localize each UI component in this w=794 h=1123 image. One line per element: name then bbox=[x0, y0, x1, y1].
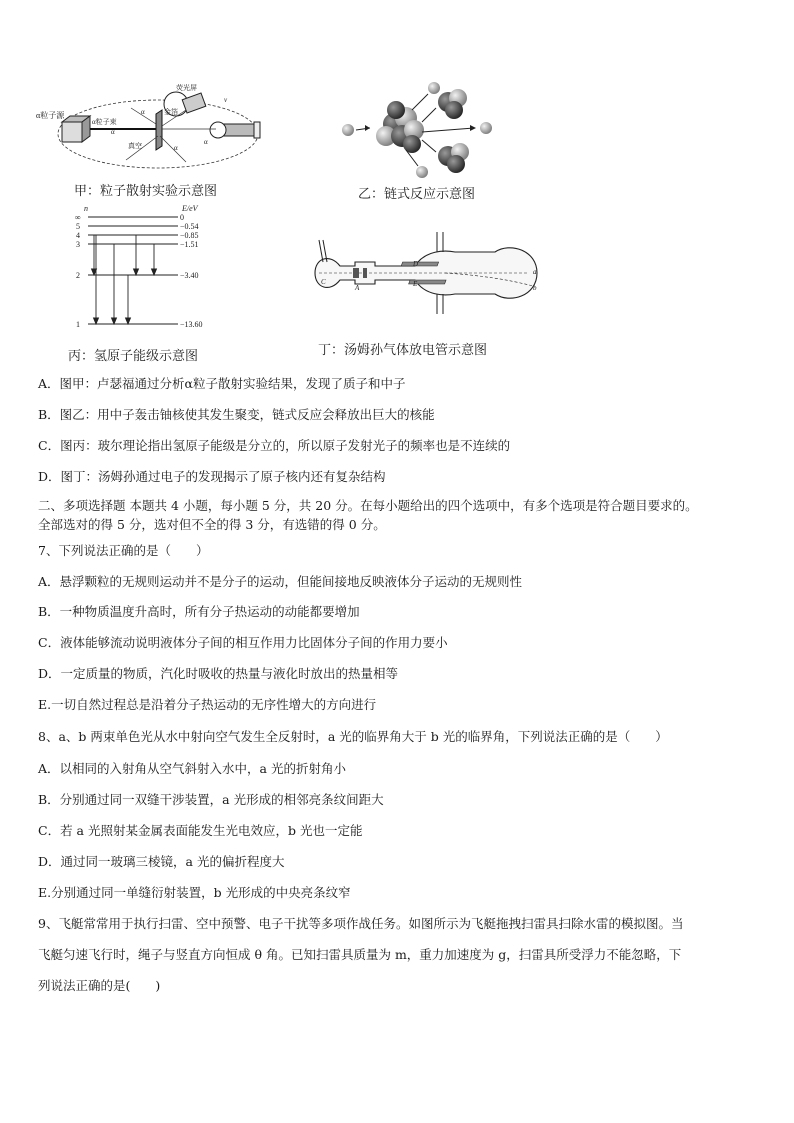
svg-text:2: 2 bbox=[76, 271, 80, 280]
neutron-in bbox=[342, 124, 354, 136]
microscope-right bbox=[210, 122, 260, 138]
svg-text:∞: ∞ bbox=[75, 213, 81, 222]
alpha-source-label: α粒子源 bbox=[36, 111, 65, 120]
label-b-lower: b bbox=[533, 284, 537, 292]
q8-option-b: B．分别通过同一双缝干涉装置，a 光形成的相邻亮条纹间距大 bbox=[38, 792, 384, 807]
svg-text:−13.60: −13.60 bbox=[180, 320, 203, 329]
svg-text:5: 5 bbox=[76, 222, 80, 231]
q8-option-d: D．通过同一玻璃三棱镜，a 光的偏折程度大 bbox=[38, 854, 285, 869]
section-2-heading-cont: 全部选对的得 5 分，选对但不全的得 3 分，有选错的得 0 分。 bbox=[38, 517, 386, 532]
uranium-nucleus bbox=[376, 101, 424, 153]
beam-label: α粒子束 bbox=[92, 118, 117, 126]
discharge-tube-figure bbox=[305, 228, 545, 318]
level-inf bbox=[75, 213, 184, 222]
q9-stem-line-1: 9、飞艇常常用于执行扫雷、空中预警、电子干扰等多项作战任务。如图所示为飞艇拖拽扫雷具扫除水雷的模拟图。当 bbox=[38, 916, 684, 931]
fragment-bottom bbox=[438, 143, 469, 173]
label-a: A bbox=[355, 284, 360, 292]
figure-ding-caption: 丁：汤姆孙气体放电管示意图 bbox=[318, 343, 488, 358]
label-a-lower: a bbox=[533, 268, 537, 276]
q7-option-c: C．液体能够流动说明液体分子间的相互作用力比固体分子间的作用力要小 bbox=[38, 635, 448, 650]
plate-d bbox=[401, 262, 438, 266]
svg-text:0: 0 bbox=[180, 213, 184, 222]
q7-stem: 7、下列说法正确的是（ ） bbox=[38, 543, 209, 558]
n-header: n bbox=[84, 204, 88, 213]
q6-option-c: C．图丙：玻尔理论指出氢原子能级是分立的，所以原子发射光子的频率也是不连续的 bbox=[38, 438, 511, 453]
svg-text:−1.51: −1.51 bbox=[180, 240, 199, 249]
vacuum-label: 真空 bbox=[128, 142, 142, 150]
svg-text:1: 1 bbox=[76, 320, 80, 329]
screen-label: 荧光屏 bbox=[176, 84, 197, 92]
q6-option-b: B．图乙：用中子轰击铀核使其发生聚变，链式反应会释放出巨大的核能 bbox=[38, 407, 435, 422]
section-2-heading: 二、多项选择题 本题共 4 小题，每小题 5 分，共 20 分。在每小题给出的四个选项中，有多个选项是符合题目要求的。 bbox=[38, 498, 698, 513]
label-c: C bbox=[321, 278, 326, 286]
svg-text:−0.85: −0.85 bbox=[180, 231, 199, 240]
alpha-source-box bbox=[62, 116, 90, 142]
q6-option-d: D．图丁：汤姆孙通过电子的发现揭示了原子核内还有复杂结构 bbox=[38, 469, 386, 484]
neutron-out-3 bbox=[416, 166, 428, 178]
figure-yi-caption: 乙：链式反应示意图 bbox=[358, 187, 476, 202]
q7-option-a: A．悬浮颗粒的无规则运动并不是分子的运动，但能间接地反映液体分子运动的无规则性 bbox=[38, 574, 523, 589]
q9-stem-line-3: 列说法正确的是( ) bbox=[38, 978, 161, 993]
q8-option-c: C．若 a 光照射某金属表面能发生光电效应，b 光也一定能 bbox=[38, 823, 363, 838]
gold-foil bbox=[156, 110, 162, 150]
svg-text:−3.40: −3.40 bbox=[180, 271, 199, 280]
q8-option-e: E.分别通过同一单缝衍射装置，b 光形成的中央亮条纹窄 bbox=[38, 885, 351, 900]
fragment-top bbox=[438, 89, 467, 119]
foil-label: 金箔 bbox=[164, 108, 178, 116]
energy-level-figure bbox=[70, 200, 220, 336]
label-d: D bbox=[413, 260, 419, 268]
q7-option-d: D．一定质量的物质，汽化时吸收的热量与液化时放出的热量相等 bbox=[38, 666, 399, 681]
chain-reaction-figure bbox=[336, 80, 496, 180]
neutron-out-2 bbox=[480, 122, 492, 134]
alpha-label-1: α bbox=[141, 108, 145, 116]
q6-option-a: A．图甲：卢瑟福通过分析α粒子散射实验结果，发现了质子和中子 bbox=[38, 376, 406, 391]
e-header: E/eV bbox=[182, 204, 198, 213]
label-e: E bbox=[413, 280, 418, 288]
q7-option-b: B．一种物质温度升高时，所有分子热运动的动能都要增加 bbox=[38, 604, 360, 619]
v-label: v bbox=[224, 96, 228, 104]
alpha-label-2: α bbox=[174, 144, 178, 152]
q7-option-e: E.一切自然过程总是沿着分子热运动的无序性增大的方向进行 bbox=[38, 697, 377, 712]
q8-stem: 8、a、b 两束单色光从水中射向空气发生全反射时，a 光的临界角大于 b 光的临界角，下列说法正确的是（ ） bbox=[38, 729, 668, 744]
svg-text:4: 4 bbox=[76, 231, 80, 240]
figure-jia-caption: 甲：粒子散射实验示意图 bbox=[74, 184, 218, 199]
neutron-out-1 bbox=[428, 82, 440, 94]
svg-text:3: 3 bbox=[76, 240, 80, 249]
alpha-label-3: α bbox=[111, 128, 115, 136]
svg-text:−0.54: −0.54 bbox=[180, 222, 199, 231]
q8-option-a: A．以相同的入射角从空气斜射入水中，a 光的折射角小 bbox=[38, 761, 346, 776]
alpha-label-4: α bbox=[204, 138, 208, 146]
figure-bing-caption: 丙：氢原子能级示意图 bbox=[68, 349, 199, 364]
transition-arrows bbox=[92, 235, 157, 324]
level-5 bbox=[76, 222, 199, 231]
q9-stem-line-2: 飞艇匀速飞行时，绳子与竖直方向恒成 θ 角。已知扫雷具质量为 m，重力加速度为 g，扫雷具所受浮力不能忽略，下 bbox=[38, 947, 682, 962]
alpha-scattering-figure bbox=[36, 84, 276, 179]
